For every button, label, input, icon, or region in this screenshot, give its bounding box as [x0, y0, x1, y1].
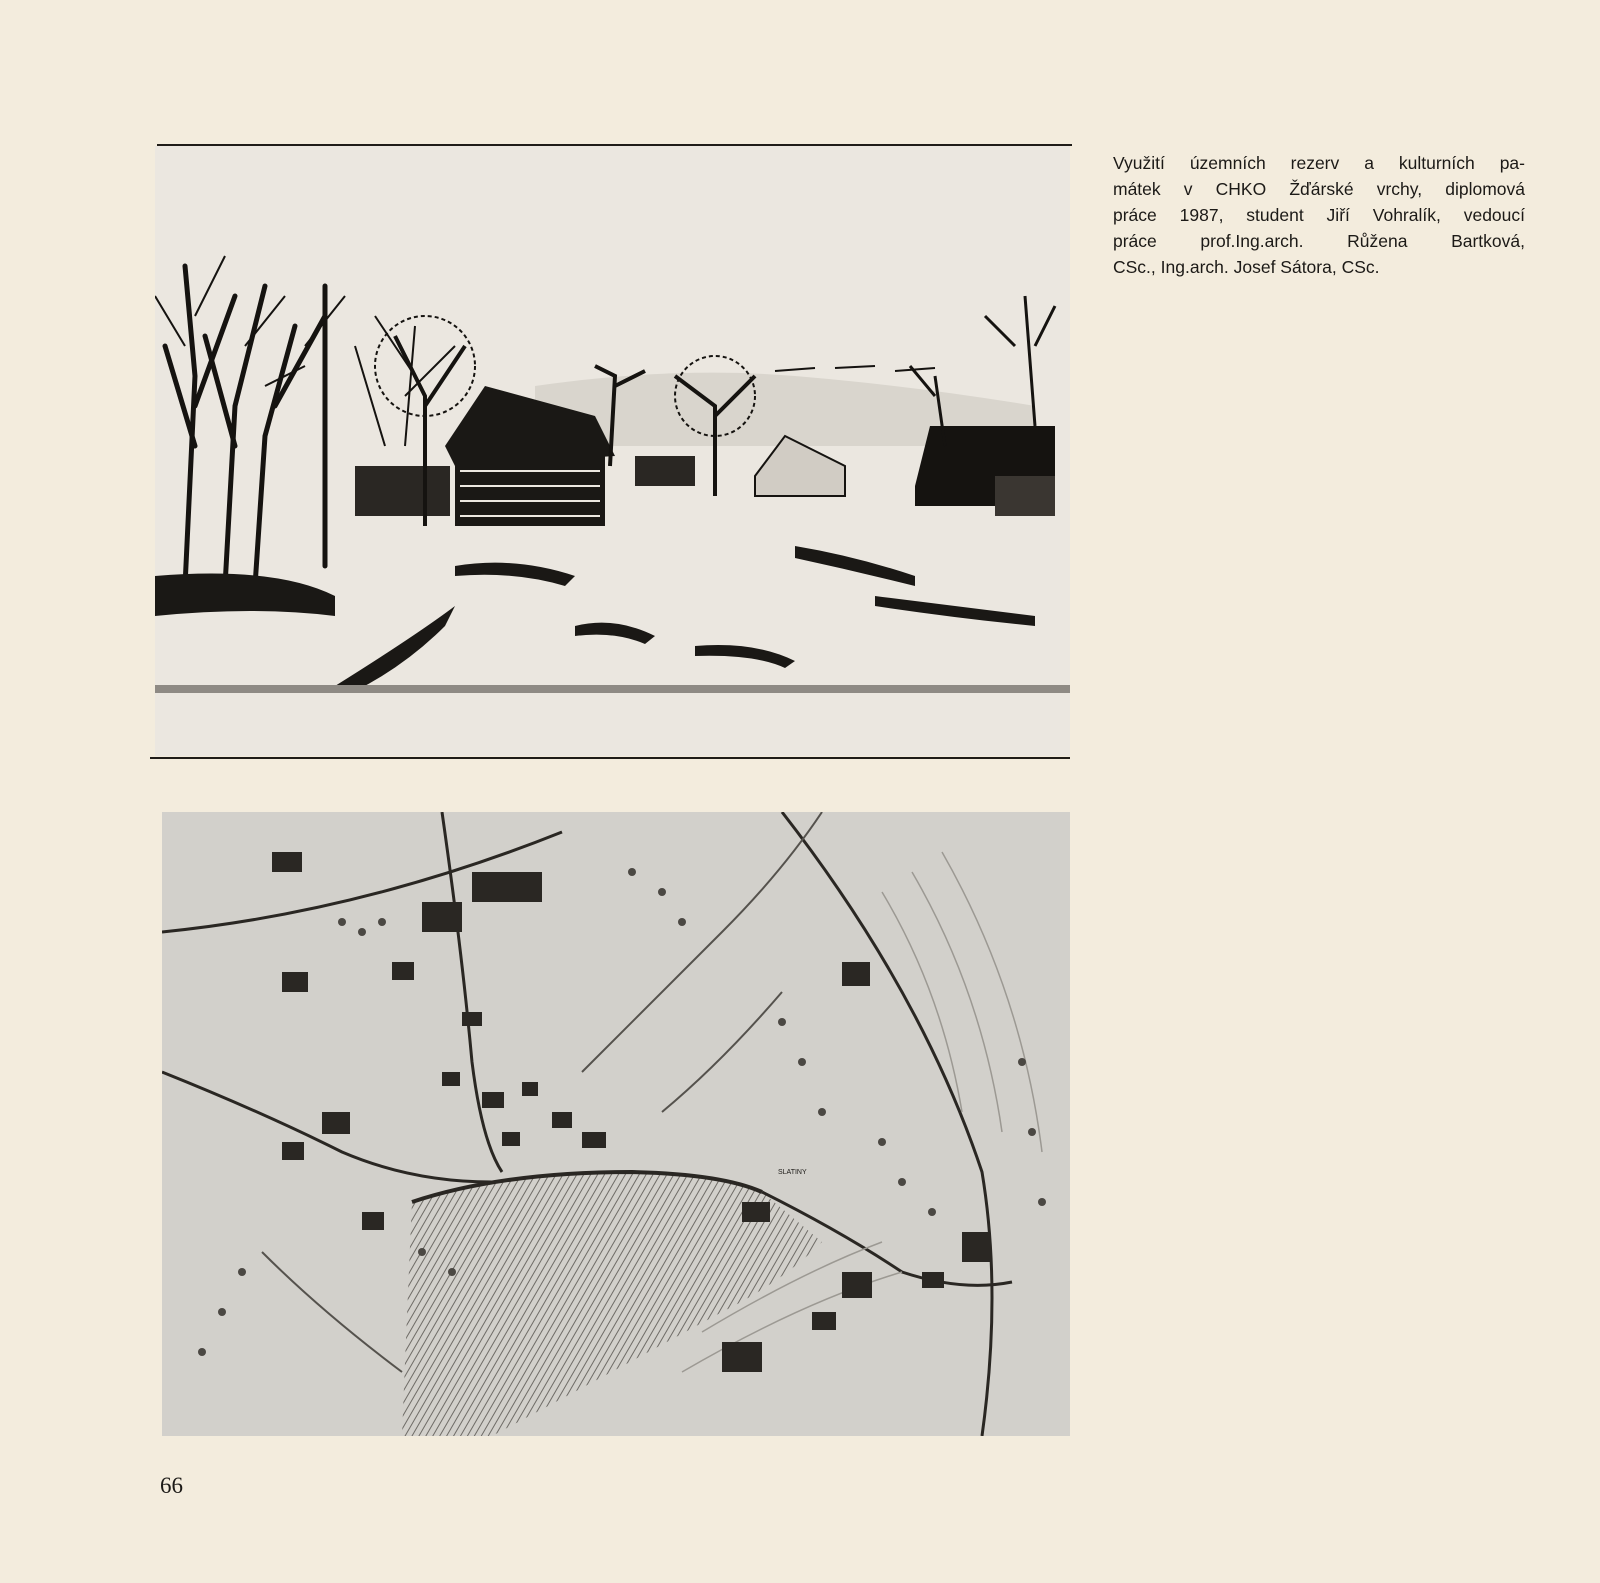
- settlement-map-drawing: [162, 812, 1070, 1436]
- page-number: 66: [160, 1473, 183, 1498]
- bottom-rule: [150, 757, 1070, 759]
- caption-line: mátek v CHKO Žďárské vrchy, diplomová: [1113, 179, 1525, 199]
- caption-line: práce prof.Ing.arch. Růžena Bartková,: [1113, 231, 1525, 251]
- settlement-map-illustration: [162, 812, 1070, 1436]
- village-sketch-drawing: [155, 146, 1070, 756]
- figure-caption: [1113, 150, 1525, 280]
- map-place-label: SLATINY: [778, 1169, 807, 1176]
- caption-line: CSc., Ing.arch. Josef Sátora, CSc.: [1113, 257, 1380, 277]
- caption-line: práce 1987, student Jiří Vohralík, vedoucí: [1113, 205, 1525, 225]
- village-sketch-illustration: [155, 146, 1070, 756]
- caption-line: Využití územních rezerv a kulturních pa-: [1113, 153, 1525, 173]
